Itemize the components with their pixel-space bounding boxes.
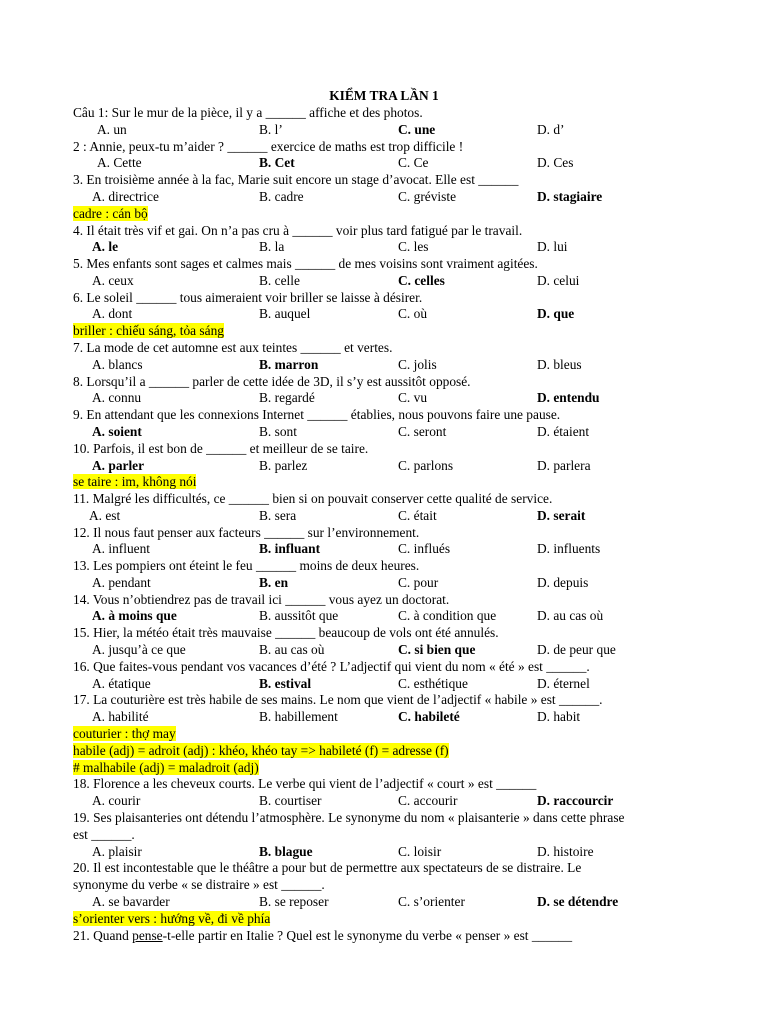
q17-option-a: A. habilité (92, 709, 149, 724)
q6-option-d-answer: D. que (537, 306, 575, 321)
q3-option-c: C. gréviste (398, 189, 457, 204)
q17-option-c-answer: C. habileté (398, 709, 460, 724)
q12-option-a: A. influent (92, 541, 151, 556)
q13-option-b-answer: B. en (259, 575, 289, 590)
q1-option-a: A. un (97, 122, 127, 137)
question-21 (73, 927, 572, 944)
question-10: 10. Parfois, il est bon de ______ et meilleur de se taire. (73, 441, 369, 456)
q12-option-b-answer: B. influant (259, 541, 321, 556)
q4-option-c: C. les (398, 239, 429, 254)
q7-option-a: A. blancs (92, 357, 143, 372)
q9-option-c: C. seront (398, 424, 447, 439)
q3-option-b: B. cadre (259, 189, 304, 204)
q9-option-b: B. sont (259, 424, 297, 439)
question-9: 9. En attendant que les connexions Internet ______ établies, nous pouvons faire une pause. (73, 407, 561, 422)
q5-option-c-answer: C. celles (398, 273, 445, 288)
q16-option-c: C. esthétique (398, 676, 468, 691)
question-19-cont: est ______. (73, 827, 135, 842)
question-18: 18. Florence a les cheveux courts. Le verbe qui vient de l’adjectif « court » est ______ (73, 776, 537, 791)
question-11: 11. Malgré les difficultés, ce ______ bien si on pouvait conserver cette qualité de service. (73, 491, 553, 506)
q14-option-b: B. aussitôt que (259, 608, 339, 623)
q11-option-c: C. était (398, 508, 437, 523)
q20-option-b: B. se reposer (259, 894, 329, 909)
question-19: 19. Ses plaisanteries ont détendu l’atmosphère. Le synonyme du nom « plaisanterie » dans cette phrase (73, 810, 625, 825)
q13-option-a: A. pendant (92, 575, 151, 590)
q15-option-c-answer: C. si bien que (398, 642, 476, 657)
q11-option-d-answer: D. serait (537, 508, 586, 523)
q15-option-b: B. au cas où (259, 642, 325, 657)
q21-before: 21. Quand (73, 928, 133, 943)
q1-option-d: D. d’ (537, 122, 565, 137)
q18-option-b: B. courtiser (259, 793, 322, 808)
question-4: 4. Il était très vif et gai. On n’a pas cru à ______ voir plus tard fatigué par le travail. (73, 223, 523, 238)
question-20-cont: synonyme du verbe « se distraire » est ______. (73, 877, 325, 892)
q7-option-d: D. bleus (537, 357, 582, 372)
q5-option-a: A. ceux (92, 273, 134, 288)
q19-option-d: D. histoire (537, 844, 594, 859)
q5-option-b: B. celle (259, 273, 300, 288)
q3-option-d-answer: D. stagiaire (537, 189, 603, 204)
q17-option-b: B. habillement (259, 709, 338, 724)
q16-option-b-answer: B. estival (259, 676, 312, 691)
q8-option-a: A. connu (92, 390, 142, 405)
q7-option-b-answer: B. marron (259, 357, 319, 372)
q5-option-d: D. celui (537, 273, 580, 288)
question-17: 17. La couturière est très habile de ses mains. Le nom que vient de l’adjectif « habile » est ______. (73, 692, 603, 707)
q8-option-d-answer: D. entendu (537, 390, 600, 405)
q2-option-a: A. Cette (97, 155, 142, 170)
q4-option-b: B. la (259, 239, 285, 254)
question-8: 8. Lorsqu’il a ______ parler de cette idée de 3D, il s’y est aussitôt opposé. (73, 374, 471, 389)
question-3: 3. En troisième année à la fac, Marie suit encore un stage d’avocat. Elle est ______ (73, 172, 519, 187)
q6-option-a: A. dont (92, 306, 133, 321)
q14-option-d: D. au cas où (537, 608, 604, 623)
question-16: 16. Que faites-vous pendant vos vacances d’été ? L’adjectif qui vient du nom « été » est ______. (73, 659, 590, 674)
q6-option-b: B. auquel (259, 306, 311, 321)
q11-option-b: B. sera (259, 508, 297, 523)
q21-underlined-word: pense (132, 928, 163, 943)
q10-option-c: C. parlons (398, 458, 454, 473)
question-13: 13. Les pompiers ont éteint le feu ______ moins de deux heures. (73, 558, 420, 573)
note-se-taire: se taire : im, không nói (73, 474, 197, 489)
q15-option-a: A. jusqu’à ce que (92, 642, 186, 657)
q8-option-c: C. vu (398, 390, 428, 405)
q8-option-b: B. regardé (259, 390, 315, 405)
q1-option-b: B. l’ (259, 122, 283, 137)
q10-option-a-answer: A. parler (92, 458, 145, 473)
question-5: 5. Mes enfants sont sages et calmes mais ______ de mes voisins sont vraiment agitées. (73, 256, 538, 271)
q2-option-b-answer: B. Cet (259, 155, 295, 170)
q18-option-d-answer: D. raccourcir (537, 793, 614, 808)
q2-option-d: D. Ces (537, 155, 574, 170)
q3-option-a: A. directrice (92, 189, 159, 204)
q12-option-c: C. influés (398, 541, 451, 556)
q6-option-c: C. où (398, 306, 428, 321)
q10-option-d: D. parlera (537, 458, 591, 473)
q19-option-a: A. plaisir (92, 844, 142, 859)
page-title: KIỂM TRA LẦN 1 (329, 88, 439, 103)
q18-option-a: A. courir (92, 793, 141, 808)
q19-option-b-answer: B. blague (259, 844, 313, 859)
q16-option-a: A. étatique (92, 676, 151, 691)
q14-option-c: C. à condition que (398, 608, 497, 623)
q20-option-c: C. s’orienter (398, 894, 465, 909)
note-habile: habile (adj) = adroit (adj) : khéo, khéo tay => habileté (f) = adresse (f) (73, 743, 449, 758)
q18-option-c: C. accourir (398, 793, 458, 808)
q2-option-c: C. Ce (398, 155, 429, 170)
question-6: 6. Le soleil ______ tous aimeraient voir briller se laisse à désirer. (73, 290, 423, 305)
q9-option-a-answer: A. soient (92, 424, 142, 439)
q9-option-d: D. étaient (537, 424, 590, 439)
q4-option-a-answer: A. le (92, 239, 119, 254)
note-cadre: cadre : cán bộ (73, 206, 148, 221)
q13-option-c: C. pour (398, 575, 439, 590)
q7-option-c: C. jolis (398, 357, 437, 372)
q4-option-d: D. lui (537, 239, 568, 254)
question-2: 2 : Annie, peux-tu m’aider ? ______ exercice de maths est trop difficile ! (73, 139, 464, 154)
q11-option-a: A. est (89, 508, 121, 523)
q14-option-a-answer: A. à moins que (92, 608, 177, 623)
question-7: 7. La mode de cet automne est aux teintes ______ et vertes. (73, 340, 393, 355)
q19-option-c: C. loisir (398, 844, 442, 859)
note-malhabile: # malhabile (adj) = maladroit (adj) (73, 760, 259, 775)
q20-option-a: A. se bavarder (92, 894, 170, 909)
q17-option-d: D. habit (537, 709, 581, 724)
q12-option-d: D. influents (537, 541, 601, 556)
q1-option-c-answer: C. une (398, 122, 436, 137)
question-14: 14. Vous n’obtiendrez pas de travail ici ______ vous ayez un doctorat. (73, 592, 450, 607)
note-briller: briller : chiếu sáng, tỏa sáng (73, 323, 224, 338)
q16-option-d: D. éternel (537, 676, 590, 691)
q15-option-d: D. de peur que (537, 642, 616, 657)
q13-option-d: D. depuis (537, 575, 589, 590)
question-1: Câu 1: Sur le mur de la pièce, il y a ______ affiche et des photos. (73, 105, 423, 120)
note-s-orienter: s’orienter vers : hướng về, đi về phía (73, 911, 271, 926)
question-20: 20. Il est incontestable que le théâtre a pour but de permettre aux spectateurs de se distraire. Le (73, 860, 582, 875)
question-15: 15. Hier, la météo était très mauvaise ______ beaucoup de vols ont été annulés. (73, 625, 499, 640)
q21-after: -t-elle partir en Italie ? Quel est le synonyme du verbe « penser » est ______ (162, 928, 573, 943)
question-12: 12. Il nous faut penser aux facteurs ______ sur l’environnement. (73, 525, 420, 540)
note-couturier: couturier : thợ may (73, 726, 176, 741)
q20-option-d-answer: D. se détendre (537, 894, 619, 909)
q10-option-b: B. parlez (259, 458, 308, 473)
